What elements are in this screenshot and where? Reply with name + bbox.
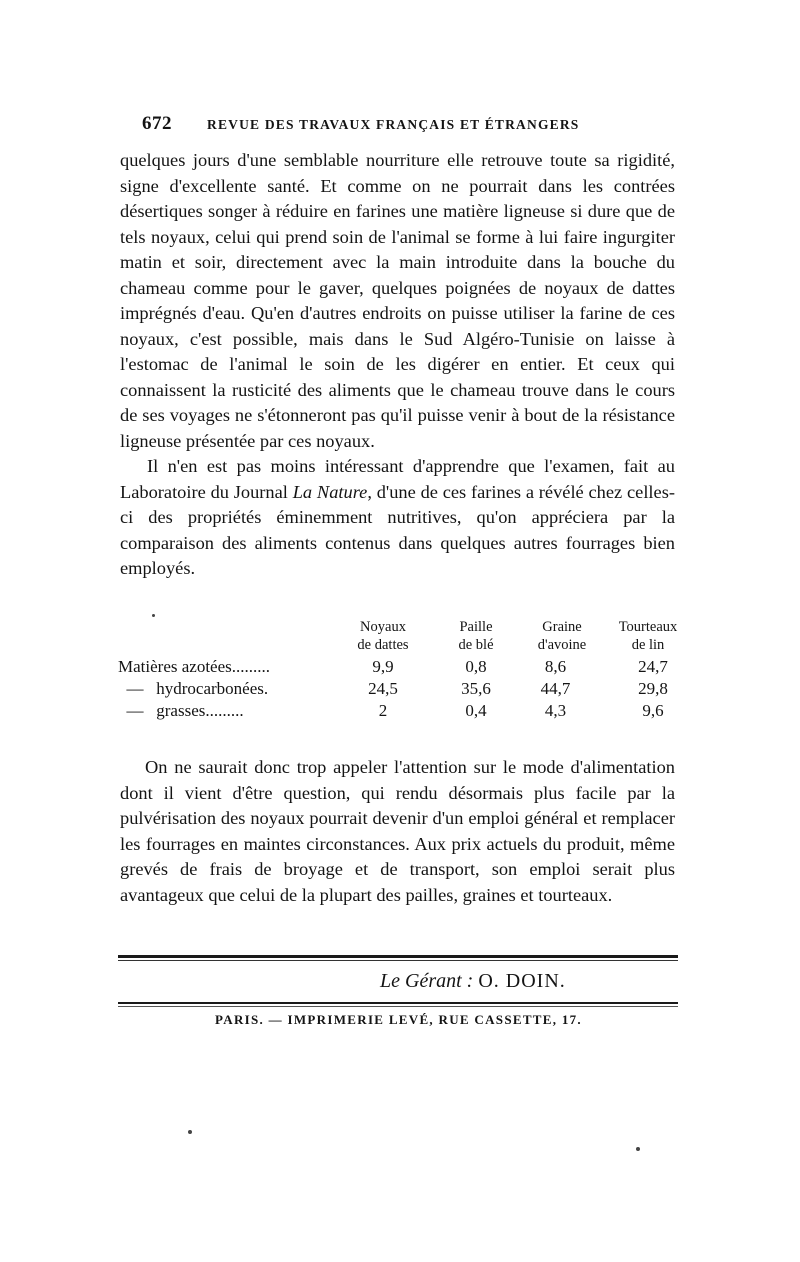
paper-speck	[152, 614, 155, 617]
paragraph-continued: quelques jours d'une semblable nourriture elle retrouve toute sa rigidité, signe d'excellente santé. Et comme on ne pourrait dans les contrées désertiques songer à réduire en farines une matière ligneuse si dure que de tels noyaux, celui qui prend soin de l'animal se forme à lui faire ingurgiter matin et soir, directement avec la main introduite dans la bouche du chameau comme pour le gaver, quelques poignées de noyaux de dattes imprégnés d'eau. Qu'en d'autres endroits on puisse utiliser la farine de ces noyaux, c'est possible, mais dans le Sud Algéro-Tunisie on laisse à l'estomac de l'animal le soin de les digérer en entier. Et ceux qui connaissent la rusticité des aliments que le chameau trouve dans le cours de ses voyages ne s'étonneront pas qu'il puisse venir à bout de la résistance ligneuse présentée par ces noyaux.	[120, 150, 675, 451]
divider-rule	[118, 1006, 678, 1007]
row-label: — grasses.........	[118, 701, 244, 720]
table-cell: 35,6	[461, 679, 491, 698]
running-header	[142, 113, 682, 139]
table-cell: 24,5	[368, 679, 398, 698]
signature-line	[380, 970, 566, 993]
column-header-line1: Paille	[459, 619, 493, 635]
divider-rule	[118, 1002, 678, 1004]
table-cell: 8,6	[544, 657, 567, 676]
paragraph-laboratory	[120, 454, 675, 582]
table-cell: 29,8	[638, 679, 668, 698]
row-label: Matières azotées.........	[118, 657, 270, 676]
column-header	[593, 618, 703, 654]
table-row	[118, 656, 678, 678]
signature-name: O. DOIN.	[478, 970, 566, 992]
running-title: REVUE DES TRAVAUX FRANÇAIS ET ÉTRANGERS	[207, 117, 580, 132]
divider-rule	[118, 960, 678, 961]
column-header-line1: Tourteaux	[618, 619, 678, 635]
para2-text-end: , d'une de ces farines a révélé chez celles-ci des propriétés éminemment nutritives, qu'on appréciera par la comparaison des aliments contenus dans quelques autres fourrages bien employés.	[120, 481, 675, 578]
column-header-line1: Graine	[542, 619, 582, 635]
printer-imprint: PARIS. — IMPRIMERIE LEVÉ, RUE CASSETTE, 17.	[215, 1012, 582, 1027]
paper-speck	[188, 1130, 192, 1134]
table-cell: 24,7	[638, 657, 668, 676]
table-row	[118, 700, 678, 722]
column-header	[338, 618, 428, 654]
page-number: 672	[142, 113, 172, 134]
table-cell: 4,3	[544, 701, 567, 720]
table-cell: 9,6	[642, 701, 664, 720]
signature-label: Le Gérant :	[380, 970, 474, 992]
column-header-line2: d'avoine	[537, 637, 587, 653]
column-header-line2: de blé	[458, 637, 494, 653]
divider-rule	[118, 955, 678, 958]
table-cell: 2	[378, 701, 388, 720]
table-header	[118, 618, 678, 656]
table-cell: 0,8	[465, 657, 487, 676]
column-header	[436, 618, 516, 654]
table-cell: 0,4	[465, 701, 487, 720]
journal-title: La Nature	[292, 481, 368, 502]
body-text	[120, 148, 675, 582]
column-header-line1: Noyaux	[360, 619, 406, 635]
para2-text-start: Il n'en est pas moins intéressant d'apprendre que l'examen, fait au Laboratoire du Journal	[120, 456, 675, 502]
column-header-line2: de lin	[631, 637, 665, 653]
column-header-line2: de dattes	[357, 637, 409, 653]
table-cell: 9,9	[372, 657, 394, 676]
row-label: — hydrocarbonées.	[118, 679, 269, 698]
paragraph-conclusion: On ne saurait donc trop appeler l'attention sur le mode d'alimentation dont il vient d'être question, qui rendu désormais plus facile par la pulvérisation des noyaux pourrait devenir d'un emploi général et remplacer les fourrages en maintes circonstances. Aux prix actuels du produit, même grevés de frais de broyage et de transport, son emploi serait plus avantageux que celui de la plupart des pailles, graines et tourteaux.	[120, 757, 675, 905]
composition-table	[118, 618, 678, 722]
table-cell: 44,7	[540, 679, 571, 698]
table-row	[118, 678, 678, 700]
paper-speck	[636, 1147, 640, 1151]
